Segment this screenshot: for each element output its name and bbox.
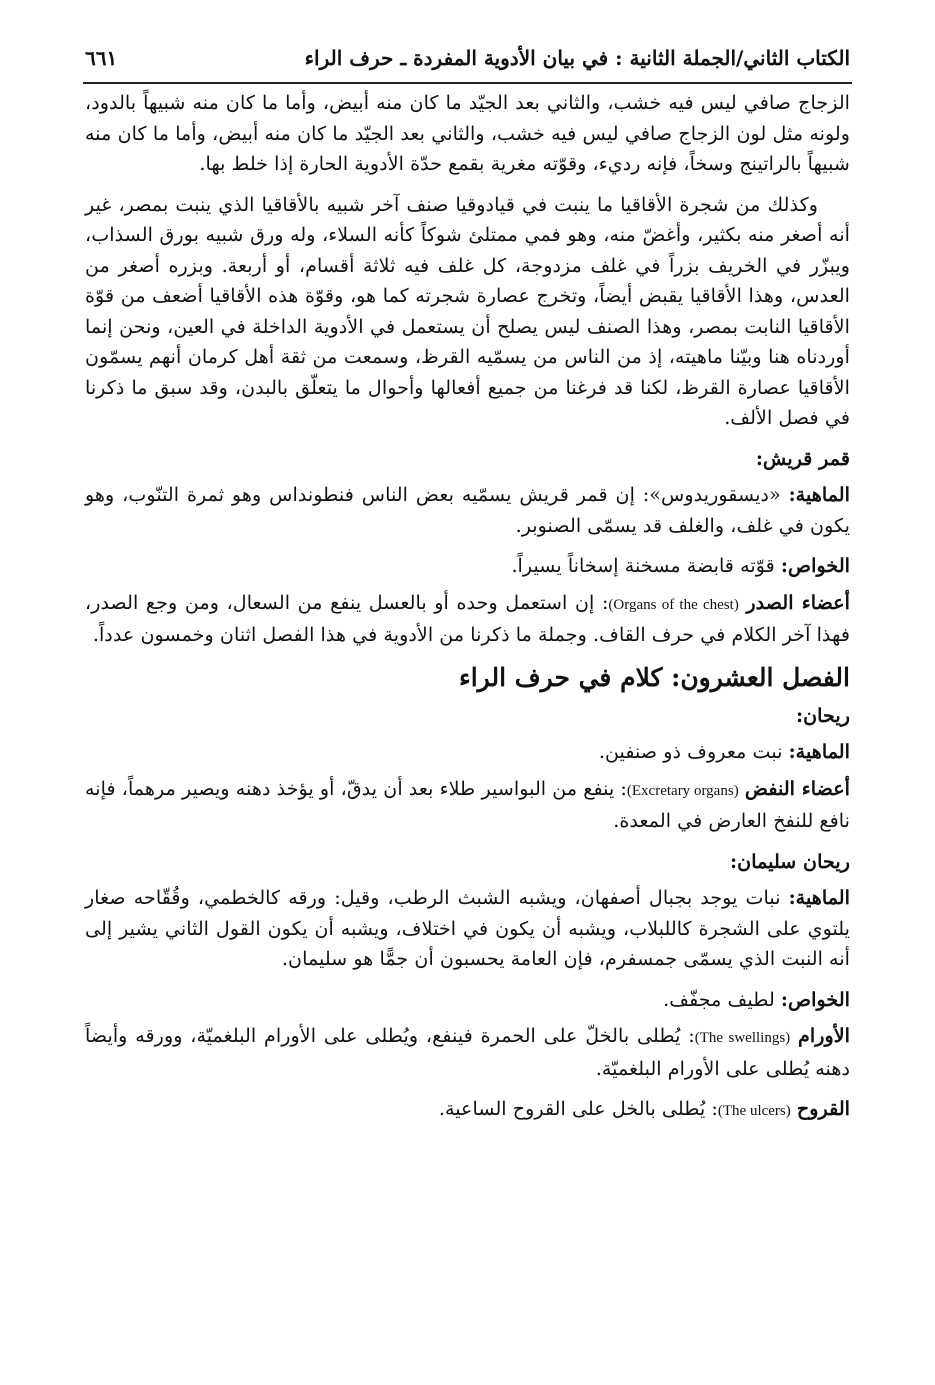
entry-organs-chest xyxy=(85,588,850,651)
english-term: (Excretary organs) xyxy=(626,782,739,799)
entry-swellings xyxy=(85,1021,850,1084)
ulcers-text: : يُطلى بالخل على القروح الساعية. xyxy=(438,1097,718,1120)
label-organs-chest: أعضاء الصدر xyxy=(746,590,851,614)
chapter-title: الفصل العشرون: كلام في حرف الراء xyxy=(458,662,850,692)
entry-khawas-1 xyxy=(85,551,850,582)
mahiya-text: «ديسقوريدوس»: إن قمر قريش يسمّيه بعض الناس فنطونداس وهو ثمرة التنّوب، وهو يكون في غلف، والغلف قد يسمّى الصنوبر. xyxy=(85,483,850,537)
entry-ulcers xyxy=(85,1094,850,1127)
khawas-text: قوّته قابضة مسخنة إسخاناً يسيراً. xyxy=(511,554,781,577)
label-khawas: الخواص: xyxy=(780,554,850,577)
mahiya-text: نبت معروف ذو صنفين. xyxy=(598,740,789,763)
khawas-text: لطيف مجفّف. xyxy=(663,987,781,1011)
entry-mahiya-3 xyxy=(85,883,850,975)
mahiya-text: نبات يوجد بجبال أصفهان، ويشبه الشبث الرطب، وقيل: ورقه كالخطمي، وقُقّاحه صغار يلتوي على الشجرة كاللبلاب، ويشبه أن يكون في اختلاف، ويشبه أن يكون القول الثاني يشير إلى أنه النبت الذي يسمّى جمسفرم، فإن العامة يحسبون أن جمًّا هو سليمان. xyxy=(85,886,850,970)
label-khawas: الخواص: xyxy=(780,987,850,1011)
entry-heading-rayhan-sulayman: ريحان سليمان: xyxy=(730,849,850,873)
page-number: ٦٦١ xyxy=(85,46,118,70)
label-excretory-organs: أعضاء النفض xyxy=(744,776,850,800)
label-ulcers: القروح xyxy=(796,1097,850,1120)
entry-mahiya-1 xyxy=(85,480,850,541)
excretory-organs-text: : ينفع من البواسير طلاء بعد أن يدقّ، أو يؤخذ دهنه ويصير مرهماً، فإنه نافع للنفخ العارض في المعدة. xyxy=(85,776,850,832)
english-term: (Organs of the chest) xyxy=(608,596,739,613)
entry-mahiya-2 xyxy=(85,737,850,768)
swellings-text: : يُطلى بالخلّ على الحمرة فينفع، ويُطلى على الأورام البلغميّة، وورقه وأيضاً دهنه يُطلى على الأورام البلغميّة. xyxy=(85,1024,850,1080)
english-term: (The ulcers) xyxy=(717,1103,791,1119)
organs-chest-text: : إن استعمل وحده أو بالعسل ينفع من السعال، ومن وجع الصدر، فهذا آخر الكلام في حرف القاف. وجملة ما ذكرنا من الأدوية في هذا الفصل اثنان وخمسون عدداً. xyxy=(85,590,850,646)
label-swellings: الأورام xyxy=(797,1024,851,1047)
paragraph-1: الزجاج صافي ليس فيه خشب، والثاني بعد الجيّد ما كان منه أبيض، وأما ما كان منه شبيهاً بالدود، ولونه مثل لون الزجاج صافي ليس فيه خشب، والثاني بعد الجيّد ما كان منه أبيض، وأما ما كان منه شبيهاً بالراتينج وسخاً، فإنه رديء، وقوّته مغرية بقمع حدّة الأدوية الحارة إذا خلط بها. xyxy=(85,91,850,175)
body-text xyxy=(85,88,850,1137)
label-mahiya: الماهية: xyxy=(788,483,850,506)
entry-excretory-organs xyxy=(85,774,850,837)
entry-khawas-3 xyxy=(85,985,850,1016)
paragraph-2: وكذلك من شجرة الأقاقيا ما ينبت في قيادوقيا صنف آخر شبيه بالأقاقيا الذي ينبت بمصر، غير أنه أصغر منه بكثير، وأغضّ منه، وهو فمي ممتلئ شوكاً كأنه السلاء، وله ورق شبيه بورق السذاب، ويبزّر في الخريف بزراً في غلف مزدوجة، كل غلف فيه ثلاثة أقسام، أو أربعة. وبزره أصغر من العدس، وهذا الأقاقيا يقبض أيضاً، وتخرج عصارة شجرته كما هو، وقوّة هذه الأقاقيا أضعف من قوّة الأقاقيا النابت بمصر، وهذا الصنف ليس يصلح أن يستعمل في الأدوية الداخلة في العين، ونحن إنما أوردناه هنا وبيّنا ماهيته، إذ من الناس من يسمّيه القرظ، وسمعت من ثقة أهل كرمان أنهم يسمّون الأقاقيا عصارة القرظ، لكنا قد فرغنا من جميع أفعالها وأحوال ما يتعلّق بالبدن، وقد سبق ما ذكرنا في فصل الألف. xyxy=(85,192,850,429)
label-mahiya: الماهية: xyxy=(788,740,850,763)
header-rule xyxy=(83,82,852,84)
running-header xyxy=(85,38,850,78)
label-mahiya: الماهية: xyxy=(788,886,850,909)
entry-heading-qamar-quraish: قمر قريش: xyxy=(755,446,850,470)
header-title: الكتاب الثاني/الجملة الثانية : في بيان الأدوية المفردة ـ حرف الراء xyxy=(304,46,850,70)
english-term: (The swellings) xyxy=(694,1030,791,1046)
entry-heading-rayhan: ريحان: xyxy=(795,703,850,727)
